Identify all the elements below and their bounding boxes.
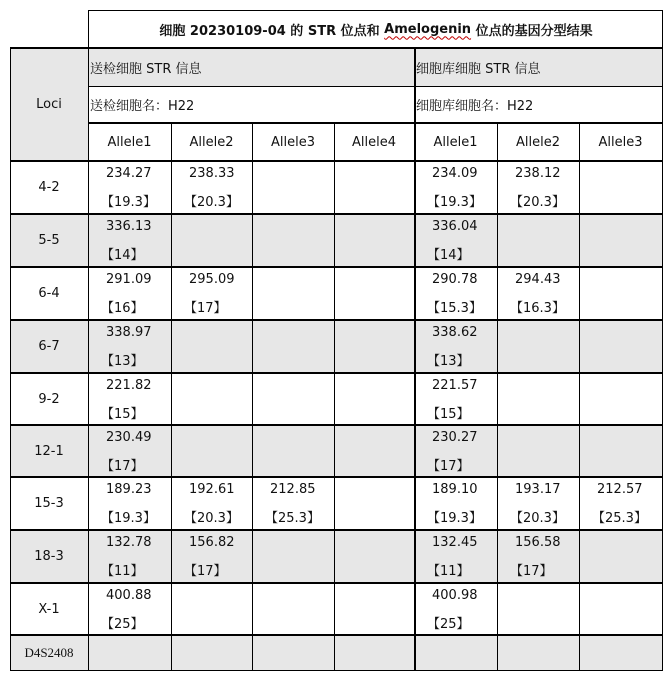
- library-allele-call: 【17】: [427, 459, 470, 474]
- library-allele-size: 156.58: [515, 535, 561, 550]
- grid-hline: [10, 213, 663, 215]
- title-suffix: 位点的基因分型结果: [471, 23, 593, 39]
- locus-label: 15-3: [34, 496, 64, 511]
- locus-label: 9-2: [38, 391, 60, 407]
- submitted-allele-size: 238.33: [189, 166, 235, 181]
- grid-hline: [10, 424, 663, 426]
- grid-hline: [10, 266, 663, 268]
- submitted-allele-size: 230.49: [106, 430, 152, 445]
- submitted-allele-size: 295.09: [189, 272, 235, 287]
- library-allele-size: 230.27: [432, 430, 478, 445]
- grid-hline: [10, 529, 663, 531]
- grid-vline: [10, 47, 11, 671]
- submitted-allele-size: 221.82: [106, 378, 152, 393]
- grid-hline: [10, 47, 663, 49]
- submitted-allele-size: 291.09: [106, 272, 152, 287]
- library-allele-call: 【15】: [427, 407, 470, 422]
- row-shading: [10, 635, 662, 671]
- library-allele-size: 290.78: [432, 272, 478, 287]
- submitted-allele-size: 189.23: [106, 482, 152, 497]
- grid-hline: [10, 372, 663, 374]
- library-allele-size: 238.12: [515, 166, 561, 181]
- library-allele-size: 132.45: [432, 535, 478, 550]
- submitted-allele-call: 【20.3】: [184, 195, 239, 210]
- library-allele-size: 212.57: [597, 482, 643, 497]
- submitted-allele-call: 【25】: [101, 617, 144, 632]
- grid-vline: [579, 123, 580, 671]
- submitted-allele-call: 【17】: [101, 459, 144, 474]
- loci-header: Loci: [36, 97, 62, 112]
- grid-vline: [252, 123, 253, 671]
- submitted-allele-call: 【17】: [184, 564, 227, 579]
- grid-hline: [88, 122, 663, 124]
- library-allele-call: 【20.3】: [510, 511, 565, 526]
- submitted-allele-call: 【11】: [101, 564, 144, 579]
- library-allele-size: 221.57: [432, 378, 478, 393]
- library-allele-size: 400.98: [432, 588, 478, 603]
- library-allele-header: Allele2: [516, 134, 560, 150]
- locus-label: 18-3: [34, 549, 64, 564]
- submitted-allele-call: 【16】: [101, 301, 144, 316]
- submitted-allele-size: 212.85: [270, 482, 316, 497]
- submitted-allele-header: Allele3: [271, 134, 315, 150]
- library-allele-size: 234.09: [432, 166, 478, 181]
- submitted-allele-call: 【19.3】: [101, 195, 156, 210]
- submitted-allele-header: Allele2: [189, 134, 234, 150]
- submitted-allele-call: 【13】: [101, 354, 144, 369]
- submitted-allele-size: 132.78: [106, 535, 152, 550]
- submitted-allele-header: Allele1: [107, 134, 152, 150]
- table-title: [90, 10, 662, 48]
- locus-label: 12-1: [34, 443, 64, 459]
- library-allele-call: 【19.3】: [427, 195, 482, 210]
- library-allele-call: 【19.3】: [427, 511, 482, 526]
- library-allele-call: 【13】: [427, 354, 470, 369]
- library-allele-call: 【14】: [427, 248, 470, 263]
- submitted-cell-name: 送检细胞名：H22: [90, 99, 195, 114]
- submitted-allele-size: 156.82: [189, 535, 235, 550]
- submitted-allele-call: 【20.3】: [184, 511, 239, 526]
- submitted-allele-size: 338.97: [106, 325, 152, 340]
- library-allele-call: 【15.3】: [427, 301, 482, 316]
- library-info-header: 细胞库细胞 STR 信息: [416, 61, 541, 77]
- library-allele-call: 【20.3】: [510, 195, 565, 210]
- grid-vline: [171, 123, 172, 671]
- library-allele-size: 193.17: [515, 482, 561, 497]
- library-allele-header: Allele1: [433, 134, 478, 150]
- submitted-allele-size: 336.13: [106, 219, 152, 234]
- library-allele-call: 【17】: [510, 564, 553, 579]
- locus-label: 6-4: [38, 286, 60, 301]
- library-allele-size: 338.62: [432, 325, 478, 340]
- library-allele-size: 294.43: [515, 272, 561, 287]
- library-allele-header: Allele3: [598, 134, 643, 150]
- library-allele-size: 189.10: [432, 482, 478, 497]
- submitted-info-header: 送检细胞 STR 信息: [90, 61, 202, 77]
- submitted-allele-call: 【17】: [184, 301, 227, 316]
- submitted-allele-call: 【14】: [101, 248, 144, 263]
- grid-vline: [414, 48, 416, 671]
- grid-hline: [10, 634, 663, 636]
- library-allele-call: 【25.3】: [592, 511, 647, 526]
- grid-vline: [662, 10, 663, 671]
- submitted-allele-call: 【15】: [101, 407, 144, 422]
- library-allele-call: 【16.3】: [510, 301, 565, 316]
- submitted-allele-size: 234.27: [106, 166, 152, 181]
- locus-label: X-1: [38, 601, 60, 617]
- submitted-allele-header: Allele4: [352, 134, 396, 150]
- grid-hline: [10, 160, 663, 162]
- grid-hline: [10, 670, 663, 671]
- locus-label: D4S2408: [24, 645, 74, 660]
- library-allele-size: 336.04: [432, 219, 478, 234]
- locus-label: 6-7: [38, 339, 60, 354]
- library-allele-call: 【11】: [427, 564, 470, 579]
- title-amelogenin: Amelogenin: [384, 21, 472, 37]
- grid-hline: [10, 319, 663, 321]
- grid-hline: [10, 476, 663, 478]
- library-allele-call: 【25】: [427, 617, 470, 632]
- grid-hline: [10, 582, 663, 584]
- locus-label: 5-5: [38, 233, 60, 248]
- submitted-allele-size: 192.61: [189, 482, 235, 497]
- grid-vline: [497, 123, 498, 671]
- title-prefix: 细胞 20230109-04 的 STR 位点和: [159, 23, 385, 39]
- submitted-allele-size: 400.88: [106, 588, 152, 603]
- submitted-allele-call: 【19.3】: [101, 511, 156, 526]
- library-cell-name: 细胞库细胞名：H22: [416, 99, 534, 114]
- locus-label: 4-2: [38, 180, 60, 195]
- grid-hline: [88, 86, 663, 87]
- submitted-allele-call: 【25.3】: [265, 511, 320, 526]
- grid-hline: [88, 10, 663, 11]
- grid-vline: [88, 10, 89, 671]
- grid-vline: [334, 123, 335, 671]
